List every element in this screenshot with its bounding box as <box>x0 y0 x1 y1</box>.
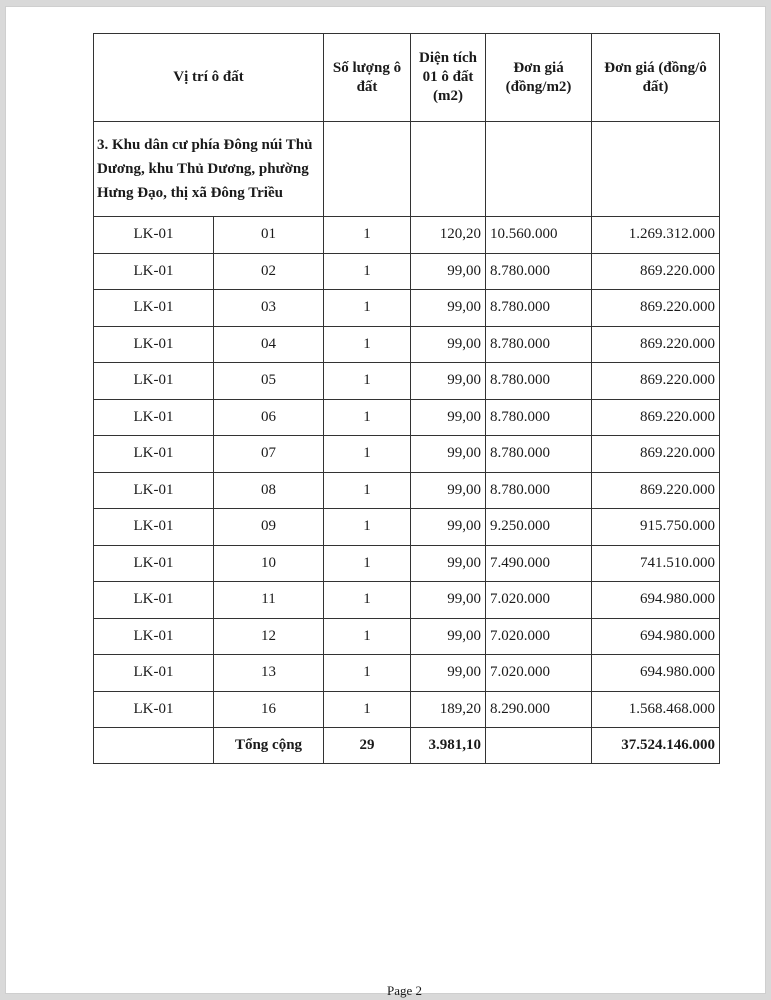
cell-quantity: 1 <box>324 436 411 473</box>
land-price-table <box>93 33 720 764</box>
cell-price-lot: 1.269.312.000 <box>592 217 720 254</box>
cell-price-m2: 9.250.000 <box>486 509 592 546</box>
cell-block: LK-01 <box>94 217 214 254</box>
cell-price-m2: 8.780.000 <box>486 253 592 290</box>
cell-price-lot: 869.220.000 <box>592 326 720 363</box>
cell-quantity: 1 <box>324 545 411 582</box>
cell-area: 99,00 <box>411 545 486 582</box>
total-label: Tổng cộng <box>214 728 324 764</box>
cell-quantity: 1 <box>324 363 411 400</box>
cell-price-lot: 869.220.000 <box>592 472 720 509</box>
cell-price-m2: 8.290.000 <box>486 691 592 728</box>
table-row <box>94 509 720 546</box>
table-body <box>94 217 720 728</box>
cell-price-m2: 7.020.000 <box>486 582 592 619</box>
cell-quantity: 1 <box>324 691 411 728</box>
cell-price-m2: 8.780.000 <box>486 290 592 327</box>
cell-area: 99,00 <box>411 399 486 436</box>
cell-price-lot: 694.980.000 <box>592 618 720 655</box>
header-area: Diện tích 01 ô đất (m2) <box>411 34 486 122</box>
cell-block: LK-01 <box>94 472 214 509</box>
cell-price-m2: 8.780.000 <box>486 363 592 400</box>
cell-lot: 01 <box>214 217 324 254</box>
table-row <box>94 582 720 619</box>
cell-lot: 06 <box>214 399 324 436</box>
cell-price-lot: 694.980.000 <box>592 582 720 619</box>
cell-price-lot: 694.980.000 <box>592 655 720 692</box>
cell-lot: 05 <box>214 363 324 400</box>
cell-block: LK-01 <box>94 691 214 728</box>
cell-area: 99,00 <box>411 253 486 290</box>
cell-block: LK-01 <box>94 655 214 692</box>
cell-block: LK-01 <box>94 290 214 327</box>
cell-block: LK-01 <box>94 326 214 363</box>
cell-price-lot: 869.220.000 <box>592 436 720 473</box>
cell-price-lot: 1.568.468.000 <box>592 691 720 728</box>
header-quantity: Số lượng ô đất <box>324 34 411 122</box>
cell-area: 189,20 <box>411 691 486 728</box>
total-price-m2 <box>486 728 592 764</box>
cell-price-lot: 869.220.000 <box>592 253 720 290</box>
total-row <box>94 728 720 764</box>
total-area: 3.981,10 <box>411 728 486 764</box>
cell-quantity: 1 <box>324 290 411 327</box>
table-row <box>94 253 720 290</box>
cell-price-lot: 915.750.000 <box>592 509 720 546</box>
cell-area: 99,00 <box>411 472 486 509</box>
table-row <box>94 691 720 728</box>
table-row <box>94 363 720 400</box>
cell-lot: 02 <box>214 253 324 290</box>
table-row <box>94 618 720 655</box>
cell-quantity: 1 <box>324 253 411 290</box>
cell-lot: 11 <box>214 582 324 619</box>
cell-area: 99,00 <box>411 655 486 692</box>
cell-price-m2: 7.020.000 <box>486 618 592 655</box>
total-price-lot: 37.524.146.000 <box>592 728 720 764</box>
cell-block: LK-01 <box>94 253 214 290</box>
table-row <box>94 217 720 254</box>
table-row <box>94 545 720 582</box>
cell-price-m2: 7.020.000 <box>486 655 592 692</box>
cell-lot: 07 <box>214 436 324 473</box>
header-location: Vị trí ô đất <box>94 34 324 122</box>
cell-lot: 10 <box>214 545 324 582</box>
cell-block: LK-01 <box>94 545 214 582</box>
cell-lot: 16 <box>214 691 324 728</box>
cell-block: LK-01 <box>94 509 214 546</box>
cell-block: LK-01 <box>94 399 214 436</box>
cell-price-m2: 7.490.000 <box>486 545 592 582</box>
cell-price-lot: 869.220.000 <box>592 363 720 400</box>
table-row <box>94 399 720 436</box>
cell-lot: 13 <box>214 655 324 692</box>
cell-price-lot: 869.220.000 <box>592 399 720 436</box>
cell-price-m2: 10.560.000 <box>486 217 592 254</box>
table-row <box>94 436 720 473</box>
cell-area: 99,00 <box>411 326 486 363</box>
cell-price-m2: 8.780.000 <box>486 436 592 473</box>
header-unit-price-lot: Đơn giá (đồng/ô đất) <box>592 34 720 122</box>
cell-quantity: 1 <box>324 655 411 692</box>
cell-lot: 04 <box>214 326 324 363</box>
cell-lot: 08 <box>214 472 324 509</box>
table-row <box>94 290 720 327</box>
table-row <box>94 326 720 363</box>
cell-price-m2: 8.780.000 <box>486 326 592 363</box>
cell-price-lot: 869.220.000 <box>592 290 720 327</box>
page-number: Page 2 <box>387 983 423 998</box>
cell-quantity: 1 <box>324 582 411 619</box>
cell-area: 99,00 <box>411 363 486 400</box>
cell-block: LK-01 <box>94 436 214 473</box>
cell-area: 99,00 <box>411 582 486 619</box>
cell-area: 99,00 <box>411 509 486 546</box>
document-page <box>5 6 766 998</box>
header-unit-price-m2: Đơn giá (đồng/m2) <box>486 34 592 122</box>
cell-price-lot: 741.510.000 <box>592 545 720 582</box>
cell-block: LK-01 <box>94 363 214 400</box>
cell-block: LK-01 <box>94 582 214 619</box>
cell-quantity: 1 <box>324 326 411 363</box>
cell-block: LK-01 <box>94 618 214 655</box>
table-header-row <box>94 34 720 122</box>
cell-quantity: 1 <box>324 618 411 655</box>
cell-area: 99,00 <box>411 290 486 327</box>
table-row <box>94 655 720 692</box>
cell-area: 99,00 <box>411 436 486 473</box>
cell-area: 120,20 <box>411 217 486 254</box>
section-row <box>94 122 720 217</box>
cell-price-m2: 8.780.000 <box>486 399 592 436</box>
cell-lot: 12 <box>214 618 324 655</box>
cell-quantity: 1 <box>324 472 411 509</box>
cell-lot: 03 <box>214 290 324 327</box>
section-title: 3. Khu dân cư phía Đông núi Thủ Dương, khu Thủ Dương, phường Hưng Đạo, thị xã Đông Triều <box>94 122 324 217</box>
table-row <box>94 472 720 509</box>
cell-quantity: 1 <box>324 509 411 546</box>
cell-area: 99,00 <box>411 618 486 655</box>
cell-quantity: 1 <box>324 399 411 436</box>
total-quantity: 29 <box>324 728 411 764</box>
cell-price-m2: 8.780.000 <box>486 472 592 509</box>
cell-lot: 09 <box>214 509 324 546</box>
cell-quantity: 1 <box>324 217 411 254</box>
